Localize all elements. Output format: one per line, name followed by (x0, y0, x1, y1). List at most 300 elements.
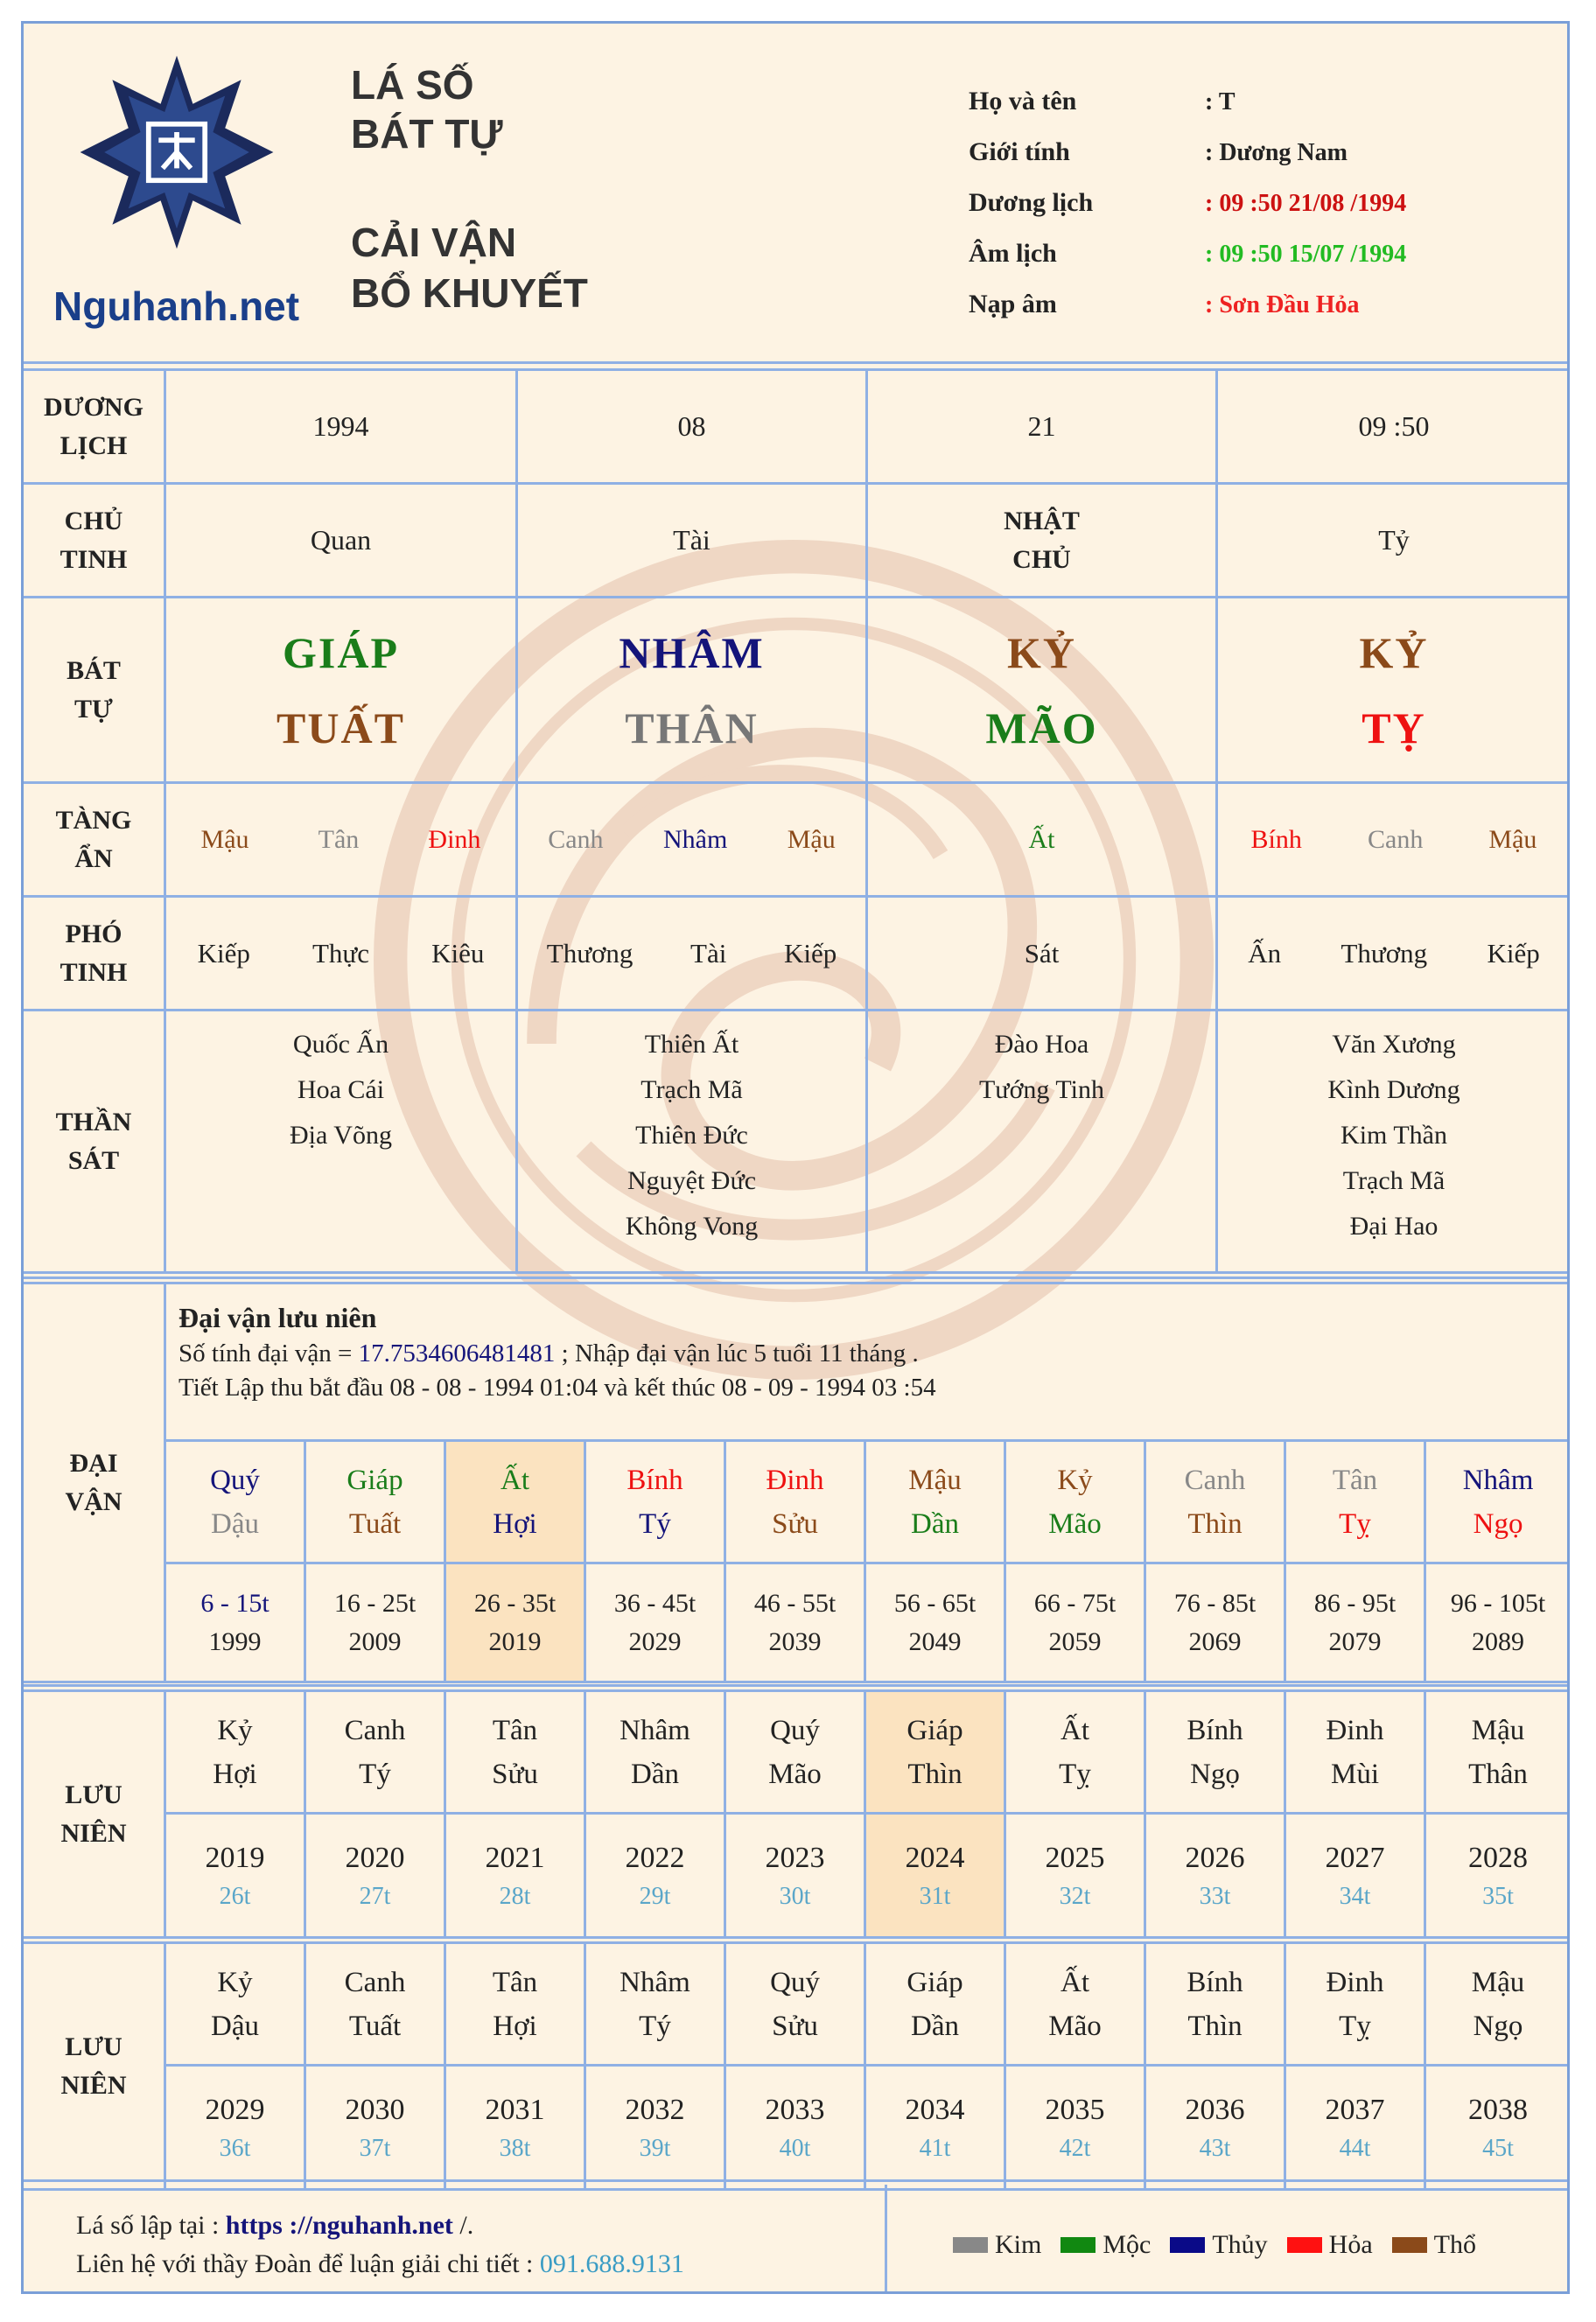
info-label: Dương lịch (969, 188, 1094, 217)
annual-year-cell (445, 2066, 585, 2190)
header (24, 24, 1567, 361)
cycle-age-cell (165, 1563, 305, 1682)
annual-year-cell (445, 1814, 585, 1938)
annual-pillar-cell (1425, 1691, 1571, 1814)
spirit-star: Trạch Mã (640, 1075, 743, 1104)
cycle-year: 2049 (908, 1626, 962, 1656)
annual-pillar-cell (305, 1943, 445, 2066)
annual-age: 39t (639, 2134, 671, 2162)
footer-contact: Liên hệ với thầy Đoàn để luận giải chi tiết : 091.688.9131 (76, 2249, 684, 2278)
annual-year-cell (1425, 1814, 1571, 1938)
legend-label: Thủy (1212, 2230, 1268, 2259)
info-value: : 09 :50 21/08 /1994 (1205, 190, 1407, 217)
luu-nien-years (23, 2066, 1571, 2190)
spirit-star: Thiên Ất (644, 1030, 739, 1059)
annual-age: 37t (359, 2134, 391, 2162)
row-label: DƯƠNG LỊCH (23, 370, 165, 484)
annual-year-cell (305, 1814, 445, 1938)
annual-year: 2029 (205, 2093, 265, 2126)
annual-year-cell (1145, 1814, 1285, 1938)
luu-nien-stems (23, 1943, 1571, 2066)
footer-divider (885, 2185, 887, 2294)
hidden-stem: Mậu (200, 824, 249, 854)
annual-branch: Thân (1468, 1758, 1528, 1790)
phone-link[interactable]: 091.688.9131 (539, 2249, 684, 2278)
pillars-table (21, 368, 1570, 1274)
annual-year: 2020 (345, 1841, 405, 1874)
legend-swatch (1060, 2237, 1096, 2253)
brand-name: Nguhanh.net (53, 283, 300, 329)
annual-stem: Mậu (1471, 1714, 1525, 1746)
row-chu-tinh (23, 484, 1571, 598)
info-value: : T (1205, 88, 1236, 115)
info-value: : Sơn Đầu Hỏa (1205, 291, 1360, 318)
spirit-star: Tướng Tinh (978, 1075, 1104, 1104)
annual-year: 2036 (1185, 2093, 1245, 2126)
pillar-cell (517, 598, 867, 783)
annual-year-cell (725, 1814, 865, 1938)
hidden-stem: Canh (548, 824, 604, 854)
annual-branch: Ngọ (1190, 1758, 1240, 1790)
info-label: Giới tính (969, 137, 1070, 166)
cycle-branch: Tuất (348, 1507, 402, 1540)
cycle-cell (1145, 1441, 1285, 1563)
dai-van-calc: Số tính đại vận = 17.7534606481481 ; Nhập đại vận lúc 5 tuổi 11 tháng . (178, 1339, 919, 1367)
sub-stars-cell (1217, 897, 1571, 1011)
annual-year: 2033 (765, 2093, 825, 2126)
annual-stem: Nhâm (620, 1714, 690, 1746)
annual-year-cell (865, 2066, 1005, 2190)
cycle-cell (445, 1441, 585, 1563)
annual-stem: Kỷ (217, 1714, 253, 1746)
annual-branch: Tý (359, 1758, 391, 1790)
earthly-branch: TUẤT (276, 703, 405, 752)
annual-age: 38t (499, 2134, 531, 2162)
annual-age: 27t (359, 1882, 391, 1910)
annual-branch: Dần (631, 1758, 679, 1790)
divider (24, 1684, 1567, 1687)
row-bat-tu (23, 598, 1571, 783)
divider (24, 2179, 1567, 2182)
spirit-star: Quốc Ấn (292, 1030, 389, 1059)
annual-age: 33t (1199, 1882, 1231, 1910)
annual-branch: Ngọ (1473, 2010, 1523, 2042)
hidden-stems-cell (1217, 783, 1571, 897)
pillar-cell (1217, 598, 1571, 783)
spirit-star: Đại Hao (1349, 1212, 1438, 1241)
annual-branch: Thìn (1187, 2010, 1242, 2042)
hidden-stem: Mậu (787, 824, 836, 854)
title-line-2: BÁT TỰ (351, 111, 503, 157)
annual-age: 45t (1482, 2134, 1514, 2162)
annual-year: 2027 (1325, 1841, 1385, 1874)
annual-branch: Sửu (772, 2010, 818, 2042)
cycle-stem: Kỷ (1057, 1464, 1093, 1496)
footer-made-at: Lá số lập tại : https ://nguhanh.net /. (76, 2211, 474, 2240)
annual-stem: Đinh (1326, 1966, 1384, 1998)
legend-swatch (1392, 2237, 1427, 2253)
cycle-age: 76 - 85t (1173, 1588, 1256, 1618)
annual-pillar-cell (725, 1943, 865, 2066)
cycle-age: 56 - 65t (893, 1588, 976, 1618)
hidden-stem: Bính (1250, 824, 1302, 854)
annual-stem: Tân (492, 1966, 538, 1998)
dai-van-info (165, 1283, 1571, 1441)
annual-stem: Nhâm (620, 1966, 690, 1998)
luu-nien-stems (23, 1691, 1571, 1814)
annual-pillar-cell (445, 1691, 585, 1814)
hidden-stem: Mậu (1488, 824, 1537, 854)
row-duong-lich (23, 370, 1571, 484)
annual-year-cell (1425, 2066, 1571, 2190)
annual-branch: Dậu (211, 2010, 259, 2042)
legend-label: Hỏa (1328, 2230, 1373, 2259)
solar-time: 09 :50 (1217, 370, 1571, 484)
legend-label: Kim (995, 2230, 1042, 2259)
annual-stem: Giáp (906, 1714, 963, 1746)
cycle-year: 2079 (1328, 1626, 1382, 1656)
sub-star: Tài (690, 937, 727, 969)
cycle-stem: Bính (626, 1464, 683, 1496)
sub-stars-cell (517, 897, 867, 1011)
cycle-age-cell (1005, 1563, 1145, 1682)
annual-branch: Hợi (213, 1758, 257, 1790)
hidden-stems-cell (165, 783, 517, 897)
annual-year-cell (1005, 1814, 1145, 1938)
spirit-star: Không Vong (625, 1212, 759, 1241)
cycle-cell (305, 1441, 445, 1563)
cycle-age-cell (725, 1563, 865, 1682)
horoscope-sheet (21, 21, 1570, 2294)
sub-star: Thực (312, 937, 369, 969)
cycle-branch: Sửu (772, 1507, 818, 1540)
info-value: : 09 :50 15/07 /1994 (1205, 241, 1407, 268)
cycle-stem: Canh (1184, 1464, 1246, 1496)
cycle-branch: Dần (911, 1507, 959, 1540)
annual-year: 2034 (905, 2093, 965, 2126)
pillar-cell (867, 598, 1217, 783)
sub-star: Sát (1024, 937, 1060, 969)
heavenly-stem: KỶ (1007, 627, 1076, 677)
legend-swatch (953, 2237, 988, 2253)
annual-year-cell (1285, 2066, 1425, 2190)
spirit-star: Địa Võng (290, 1121, 392, 1150)
annual-stem: Canh (344, 1714, 406, 1746)
legend-label: Mộc (1102, 2230, 1152, 2259)
hidden-stems-cell (517, 783, 867, 897)
annual-age: 42t (1059, 2134, 1091, 2162)
element-legend (934, 2230, 1476, 2260)
annual-year: 2023 (765, 1841, 825, 1874)
annual-year-cell (585, 1814, 725, 1938)
annual-stem: Mậu (1471, 1966, 1525, 1998)
annual-year: 2035 (1045, 2093, 1105, 2126)
cycle-age: 96 - 105t (1450, 1588, 1546, 1618)
spirits-cell (165, 1011, 517, 1273)
annual-stem: Ất (1060, 1714, 1089, 1746)
cycle-age-cell (865, 1563, 1005, 1682)
cycle-stem: Ất (500, 1464, 529, 1496)
annual-year: 2021 (485, 1841, 545, 1874)
annual-stem: Quý (770, 1966, 820, 1998)
cycle-age-cell (445, 1563, 585, 1682)
cycle-cell (165, 1441, 305, 1563)
spirit-star: Nguyệt Đức (626, 1166, 757, 1195)
annual-branch: Tý (639, 2010, 671, 2042)
hidden-stem: Ất (1028, 824, 1055, 854)
annual-pillar-cell (585, 1943, 725, 2066)
annual-year-cell (1005, 2066, 1145, 2190)
row-pho-tinh (23, 897, 1571, 1011)
title-line-1: LÁ SỐ (351, 62, 474, 108)
cycle-year: 2059 (1048, 1626, 1102, 1656)
annual-branch: Dần (911, 2010, 959, 2042)
annual-branch: Sửu (492, 1758, 538, 1790)
cycle-branch: Thìn (1187, 1507, 1242, 1540)
annual-year-cell (585, 2066, 725, 2190)
annual-age: 26t (219, 1882, 251, 1910)
dai-van-period: Tiết Lập thu bắt đầu 08 - 08 - 1994 01:04 và kết thúc 08 - 09 - 1994 03 :54 (178, 1374, 936, 1402)
cycle-year: 2039 (768, 1626, 822, 1656)
annual-age: 29t (639, 1882, 671, 1910)
spirit-star: Trạch Mã (1342, 1166, 1446, 1195)
hidden-stem: Đinh (428, 824, 481, 854)
divider (24, 361, 1567, 364)
main-star-day: NHẬT CHỦ (867, 484, 1217, 598)
annual-pillar-cell (1425, 1943, 1571, 2066)
sub-star: Thương (546, 937, 634, 969)
cycle-year: 2029 (628, 1626, 682, 1656)
solar-year: 1994 (165, 370, 517, 484)
annual-stem: Ất (1060, 1966, 1089, 1998)
annual-age: 43t (1199, 2134, 1231, 2162)
row-label: LƯU NIÊN (23, 1691, 165, 1938)
annual-branch: Hợi (493, 2010, 537, 2042)
info-label: Âm lịch (969, 239, 1057, 268)
annual-year-cell (865, 1814, 1005, 1938)
annual-year: 2025 (1045, 1841, 1105, 1874)
site-link[interactable]: https ://nguhanh.net (225, 2211, 453, 2240)
row-label: LƯU NIÊN (23, 1943, 165, 2190)
annual-year: 2028 (1468, 1841, 1528, 1874)
annual-stem: Quý (770, 1714, 820, 1746)
cycle-cell (1285, 1441, 1425, 1563)
annual-age: 41t (919, 2134, 951, 2162)
info-label: Họ và tên (969, 87, 1077, 115)
annual-branch: Tỵ (1059, 1758, 1091, 1790)
annual-branch: Mão (768, 1758, 822, 1790)
annual-branch: Thìn (907, 1758, 962, 1790)
annual-age: 34t (1339, 1882, 1371, 1910)
annual-stem: Đinh (1326, 1714, 1384, 1746)
dai-van-cycles (23, 1441, 1571, 1563)
annual-year: 2037 (1325, 2093, 1385, 2126)
info-value: : Dương Nam (1205, 139, 1348, 166)
row-label: TÀNG ẨN (23, 783, 165, 897)
spirit-star: Thiên Đức (635, 1121, 748, 1150)
spirits-cell (517, 1011, 867, 1273)
annual-stem: Bính (1186, 1714, 1243, 1746)
annual-age: 30t (779, 1882, 811, 1910)
annual-year: 2022 (625, 1841, 685, 1874)
row-than-sat (23, 1011, 1571, 1273)
annual-age: 35t (1482, 1882, 1514, 1910)
luu-nien-table-2 (21, 1941, 1570, 2191)
pillar-cell (165, 598, 517, 783)
annual-stem: Tân (492, 1714, 538, 1746)
cycle-year: 2089 (1472, 1626, 1525, 1656)
cycle-cell (1005, 1441, 1145, 1563)
legend-swatch (1170, 2237, 1205, 2253)
cycle-age: 86 - 95t (1313, 1588, 1396, 1618)
cycle-stem: Đinh (766, 1464, 824, 1496)
annual-year-cell (165, 2066, 305, 2190)
info-label: Nạp âm (969, 290, 1057, 318)
annual-stem: Bính (1186, 1966, 1243, 1998)
annual-pillar-cell (445, 1943, 585, 2066)
cycle-age: 46 - 55t (753, 1588, 836, 1618)
hidden-stems-cell (867, 783, 1217, 897)
annual-pillar-cell (165, 1943, 305, 2066)
spirit-star: Văn Xương (1332, 1030, 1456, 1059)
spirits-cell (1217, 1011, 1571, 1273)
annual-pillar-cell (585, 1691, 725, 1814)
dai-van-ages (23, 1563, 1571, 1682)
cycle-year: 2069 (1188, 1626, 1242, 1656)
cycle-branch: Dậu (211, 1507, 259, 1540)
luu-nien-table-1 (21, 1689, 1570, 1939)
hidden-stem: Canh (1368, 824, 1424, 854)
cycle-stem: Tân (1332, 1464, 1378, 1496)
title-line-4: BỔ KHUYẾT (351, 270, 588, 316)
cycle-age-cell (1425, 1563, 1571, 1682)
solar-day: 21 (867, 370, 1217, 484)
cycle-age: 16 - 25t (333, 1588, 416, 1618)
annual-year-cell (725, 2066, 865, 2190)
dai-van-table (21, 1282, 1570, 1683)
annual-pillar-cell (305, 1691, 445, 1814)
annual-stem: Giáp (906, 1966, 963, 1998)
sub-star: Kiếp (1487, 937, 1540, 969)
main-star-year: Quan (165, 484, 517, 598)
annual-branch: Tỵ (1339, 2010, 1371, 2042)
spirits-cell (867, 1011, 1217, 1273)
cycle-branch: Ngọ (1473, 1507, 1523, 1540)
sub-star: Kiêu (431, 937, 485, 969)
annual-pillar-cell (1285, 1691, 1425, 1814)
annual-year: 2038 (1468, 2093, 1528, 2126)
sub-star: Thương (1340, 937, 1428, 969)
cycle-cell (585, 1441, 725, 1563)
annual-pillar-cell (165, 1691, 305, 1814)
annual-year: 2024 (905, 1841, 965, 1874)
annual-year: 2019 (205, 1841, 265, 1874)
main-star-hour: Tỷ (1217, 484, 1571, 598)
sub-stars-cell (165, 897, 517, 1011)
annual-year: 2030 (345, 2093, 405, 2126)
annual-pillar-cell (1005, 1691, 1145, 1814)
annual-stem: Canh (344, 1966, 406, 1998)
annual-age: 44t (1339, 2134, 1371, 2162)
cycle-age-cell (1285, 1563, 1425, 1682)
cycle-stem: Giáp (346, 1464, 403, 1496)
annual-year: 2031 (485, 2093, 545, 2126)
main-star-month: Tài (517, 484, 867, 598)
annual-branch: Tuất (348, 2010, 402, 2042)
annual-pillar-cell (1145, 1943, 1285, 2066)
cycle-year: 2019 (488, 1626, 542, 1656)
row-label: CHỦ TINH (23, 484, 165, 598)
annual-age: 36t (219, 2134, 251, 2162)
legend-swatch (1287, 2237, 1322, 2253)
annual-year: 2026 (1185, 1841, 1245, 1874)
row-label: ĐẠI VẬN (23, 1283, 165, 1682)
spirit-star: Kim Thần (1340, 1121, 1447, 1150)
sub-star: Ấn (1248, 937, 1282, 969)
annual-year-cell (305, 2066, 445, 2190)
cycle-year: 2009 (348, 1626, 402, 1656)
annual-pillar-cell (1005, 1943, 1145, 2066)
row-label: BÁT TỰ (23, 598, 165, 783)
annual-year: 2032 (625, 2093, 685, 2126)
sub-stars-cell (867, 897, 1217, 1011)
cycle-age: 6 - 15t (200, 1588, 270, 1618)
dai-van-title: Đại vận lưu niên (178, 1302, 377, 1333)
cycle-age: 36 - 45t (613, 1588, 696, 1618)
annual-age: 31t (919, 1882, 951, 1910)
annual-pillar-cell (1285, 1943, 1425, 2066)
legend-label: Thổ (1433, 2230, 1476, 2259)
cycle-cell (1425, 1441, 1571, 1563)
hidden-stem: Tân (318, 824, 360, 854)
annual-pillar-cell (865, 1691, 1005, 1814)
heavenly-stem: GIÁP (283, 627, 399, 677)
annual-branch: Mùi (1330, 1758, 1379, 1790)
annual-pillar-cell (1145, 1691, 1285, 1814)
cycle-age-cell (1145, 1563, 1285, 1682)
cycle-branch: Tỵ (1339, 1507, 1371, 1540)
earthly-branch: TỴ (1362, 703, 1426, 752)
row-label: PHÓ TINH (23, 897, 165, 1011)
annual-year-cell (165, 1814, 305, 1938)
title-line-3: CẢI VẬN (351, 220, 517, 265)
row-tang-an (23, 783, 1571, 897)
cycle-stem: Nhâm (1462, 1464, 1534, 1496)
spirit-star: Kình Dương (1327, 1075, 1460, 1104)
row-label: THẦN SÁT (23, 1011, 165, 1273)
cycle-branch: Tý (639, 1507, 671, 1540)
cycle-stem: Quý (210, 1464, 260, 1496)
logo-star-icon (76, 52, 277, 253)
annual-age: 28t (499, 1882, 531, 1910)
cycle-stem: Mậu (908, 1464, 962, 1496)
cycle-age: 26 - 35t (473, 1588, 556, 1618)
divider (24, 1936, 1567, 1939)
luu-nien-years (23, 1814, 1571, 1938)
solar-month: 08 (517, 370, 867, 484)
spirit-star: Đào Hoa (994, 1030, 1089, 1059)
annual-stem: Kỷ (217, 1966, 253, 1998)
sub-star: Kiếp (783, 937, 837, 969)
dai-van-info-row (23, 1283, 1571, 1441)
cycle-branch: Mão (1048, 1507, 1102, 1540)
annual-age: 32t (1059, 1882, 1091, 1910)
heavenly-stem: KỶ (1359, 627, 1429, 677)
earthly-branch: THÂN (625, 703, 759, 752)
hidden-stem: Nhâm (662, 824, 728, 854)
cycle-age: 66 - 75t (1033, 1588, 1116, 1618)
cycle-year: 1999 (208, 1626, 262, 1656)
